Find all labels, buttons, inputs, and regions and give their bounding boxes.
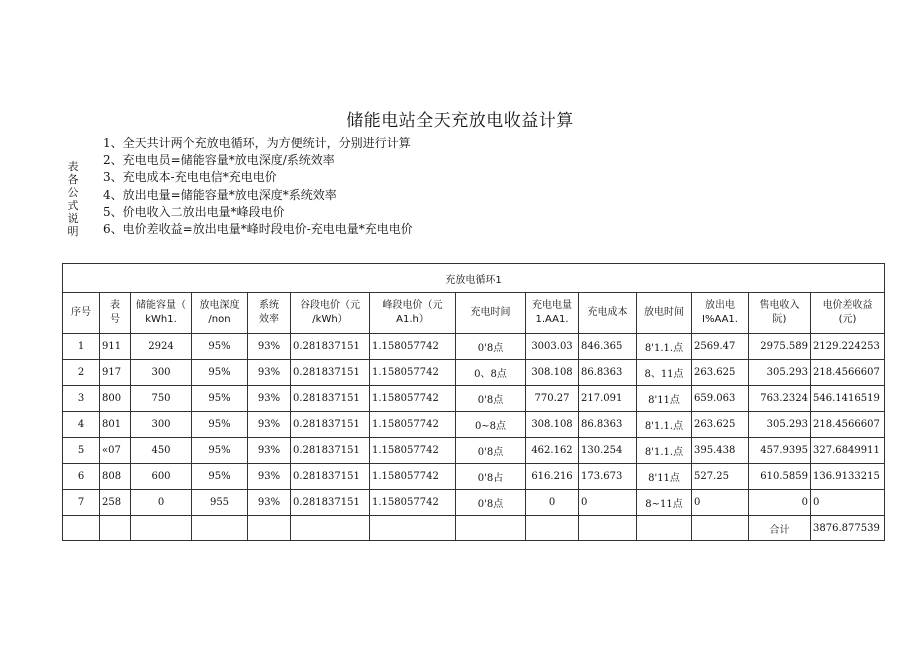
column-header-line: (元)	[838, 314, 857, 325]
table-cell: 305.293	[749, 360, 811, 386]
column-header-line: 1.AA1.	[535, 314, 569, 325]
table-cell: 0	[526, 490, 579, 516]
table-cell: 527.25	[692, 464, 749, 490]
table-total-row	[63, 516, 885, 541]
column-header-line: 号	[110, 314, 120, 325]
column-header-line: 效率	[259, 314, 279, 325]
table-cell: 7	[63, 490, 100, 516]
table-cell: 0、8点	[456, 360, 526, 386]
column-header-line: 放电深度	[199, 300, 240, 311]
table-cell: 0'8点	[456, 386, 526, 412]
table-cell: 95%	[192, 386, 248, 412]
table-cell: 258	[100, 490, 131, 516]
table-row	[63, 334, 885, 360]
table-cell: 801	[100, 412, 131, 438]
table-cell: 1.158057742	[370, 386, 456, 412]
column-header-line: A1.h）	[396, 314, 429, 325]
formula-item: 4、放出电量=储能容量*放电深度*系统效率	[103, 187, 337, 202]
table-cell: 0.281837151	[291, 360, 370, 386]
table-cell: 0.281837151	[291, 438, 370, 464]
table-cell-empty	[192, 516, 248, 541]
table-cell-empty	[291, 516, 370, 541]
table-cell: 130.254	[579, 438, 637, 464]
table-cell: 6	[63, 464, 100, 490]
column-header-line: 充电成本	[587, 307, 628, 318]
column-header-line: 表	[110, 300, 120, 311]
column-header-line: 峰段电价（元	[382, 300, 443, 311]
table-cell: 8、11点	[637, 360, 692, 386]
table-row	[63, 490, 885, 516]
table-row	[63, 438, 885, 464]
table-cell: 136.9133215	[811, 464, 885, 490]
table-cell: 93%	[248, 464, 291, 490]
table-cell: 0	[692, 490, 749, 516]
column-header	[579, 293, 637, 334]
table-cell: 3	[63, 386, 100, 412]
column-header	[192, 293, 248, 334]
table-cell: 5	[63, 438, 100, 464]
formula-item: 2、充电电员=储能容量*放电深度/系统效率	[103, 153, 335, 168]
table-cell: 0.281837151	[291, 334, 370, 360]
column-header-line: I%AA1.	[702, 314, 738, 325]
table-cell: 0.281837151	[291, 490, 370, 516]
table-row	[63, 360, 885, 386]
column-header-line: /non	[208, 314, 231, 325]
table-cell: 0.281837151	[291, 412, 370, 438]
formula-item: 3、充电成本-充电电信*充电电价	[103, 170, 277, 185]
table-cell: 395.438	[692, 438, 749, 464]
table-cell: 8'11点	[637, 464, 692, 490]
table-cell: 1.158057742	[370, 360, 456, 386]
column-header-line: 储能容量（	[136, 300, 186, 311]
table-cell: 911	[100, 334, 131, 360]
table-header-row	[63, 293, 885, 334]
table-cell: 263.625	[692, 360, 749, 386]
table-cell: 600	[131, 464, 192, 490]
column-header	[63, 293, 100, 334]
table-cell: 616.216	[526, 464, 579, 490]
table-cell: 93%	[248, 490, 291, 516]
table-cell: 327.6849911	[811, 438, 885, 464]
table-cell: 808	[100, 464, 131, 490]
table-cell: 0.281837151	[291, 386, 370, 412]
table-row	[63, 386, 885, 412]
column-header	[100, 293, 131, 334]
table-row	[63, 464, 885, 490]
table-cell: 95%	[192, 464, 248, 490]
table-cell: 800	[100, 386, 131, 412]
table-cell: 0	[749, 490, 811, 516]
table-cell: 93%	[248, 334, 291, 360]
table-cell-empty	[131, 516, 192, 541]
table-cell: 8'1.1.点	[637, 334, 692, 360]
table-cell: 462.162	[526, 438, 579, 464]
table-cell: 1.158057742	[370, 464, 456, 490]
column-header-line: 充电时间	[470, 307, 511, 318]
table-cell: 95%	[192, 412, 248, 438]
table-cell: 0.281837151	[291, 464, 370, 490]
table-cell: 86.8363	[579, 412, 637, 438]
table-cell: 750	[131, 386, 192, 412]
page-title: 储能电站全天充放电收益计算	[346, 111, 574, 131]
table-cell: 917	[100, 360, 131, 386]
table-cell: 3003.03	[526, 334, 579, 360]
table-cell: 93%	[248, 386, 291, 412]
table-cell: 610.5859	[749, 464, 811, 490]
table-cell: 0'8点	[456, 490, 526, 516]
formula-item: 1、全天共计两个充放电循环，为方便统计，分别进行计算	[103, 136, 411, 150]
column-header	[526, 293, 579, 334]
table-cell: 218.4566607	[811, 360, 885, 386]
charge-discharge-table	[62, 263, 885, 541]
table-row	[63, 412, 885, 438]
column-header-line: 放电时间	[644, 307, 684, 318]
table-cell: 300	[131, 412, 192, 438]
table-cell-empty	[579, 516, 637, 541]
table-cell: 308.108	[526, 412, 579, 438]
table-cell: 546.1416519	[811, 386, 885, 412]
column-header-line: kWh1.	[145, 314, 177, 325]
table-cell: 218.4566607	[811, 412, 885, 438]
table-cell: 1.158057742	[370, 334, 456, 360]
table-cell: 263.625	[692, 412, 749, 438]
column-header-line: 谷段电价（元	[300, 300, 360, 311]
table-cell: 0'8点	[456, 334, 526, 360]
table-cell: 86.8363	[579, 360, 637, 386]
table-cell: 217.091	[579, 386, 637, 412]
column-header-line: /kWh）	[312, 314, 348, 325]
table-cell: 0	[811, 490, 885, 516]
column-header	[291, 293, 370, 334]
column-header	[692, 293, 749, 334]
column-header	[811, 293, 885, 334]
table-cell: 0	[131, 490, 192, 516]
column-header-line: 放出电	[705, 300, 735, 311]
column-header-line: 售电收入	[759, 300, 800, 311]
total-value: 3876.877539	[811, 516, 885, 541]
column-header	[749, 293, 811, 334]
column-header-line: 阮)	[772, 314, 787, 325]
table-cell: 95%	[192, 334, 248, 360]
formula-list	[103, 135, 413, 238]
table-cell: 8'1.1.点	[637, 412, 692, 438]
table-cell: 8'11点	[637, 386, 692, 412]
table-cell-empty	[100, 516, 131, 541]
table-cell-empty	[248, 516, 291, 541]
formula-side-label: 表各公式说明	[67, 160, 79, 238]
table-cell: 1.158057742	[370, 438, 456, 464]
formula-item: 5、价电收入二放出电量*峰段电价	[103, 204, 285, 219]
column-header	[248, 293, 291, 334]
table-cell: 8'1.1.点	[637, 438, 692, 464]
table-cell: 659.063	[692, 386, 749, 412]
column-header	[131, 293, 192, 334]
table-cell: 2924	[131, 334, 192, 360]
table-cell: 4	[63, 412, 100, 438]
table-cell: 93%	[248, 412, 291, 438]
table-cell: 955	[192, 490, 248, 516]
table-cell: 93%	[248, 438, 291, 464]
table-cell: 846.365	[579, 334, 637, 360]
table-cell: 1.158057742	[370, 490, 456, 516]
table-cell: 763.2324	[749, 386, 811, 412]
table-cell: 300	[131, 360, 192, 386]
table-cell-empty	[63, 516, 100, 541]
column-header-line: 序号	[71, 307, 91, 318]
table-cell: 308.108	[526, 360, 579, 386]
table-cell: 95%	[192, 438, 248, 464]
table-cell: 0	[579, 490, 637, 516]
table-cell: 0~8点	[456, 412, 526, 438]
table-cell: 2569.47	[692, 334, 749, 360]
table-cell: 1	[63, 334, 100, 360]
total-label: 合计	[749, 516, 811, 541]
table-cell: 305.293	[749, 412, 811, 438]
table-cell-empty	[692, 516, 749, 541]
table-cell: 95%	[192, 360, 248, 386]
table-cell: 450	[131, 438, 192, 464]
table-cell: 2975.589	[749, 334, 811, 360]
column-header	[637, 293, 692, 334]
table-caption: 充放电循环1	[63, 264, 885, 293]
column-header	[370, 293, 456, 334]
table-cell: 770.27	[526, 386, 579, 412]
table-cell-empty	[456, 516, 526, 541]
table-cell: 2	[63, 360, 100, 386]
table-cell: 0'8点	[456, 438, 526, 464]
table-cell-empty	[526, 516, 579, 541]
column-header	[456, 293, 526, 334]
column-header-line: 电价差收益	[822, 300, 873, 311]
table-cell: 2129.224253	[811, 334, 885, 360]
column-header-line: 充电电量	[532, 300, 572, 311]
table-cell: «07	[100, 438, 131, 464]
table-cell: 173.673	[579, 464, 637, 490]
table-cell: 93%	[248, 360, 291, 386]
column-header-line: 系统	[259, 300, 279, 311]
formula-item: 6、电价差收益=放出电量*峰时段电价-充电电量*充电电价	[103, 221, 413, 236]
table-cell-empty	[637, 516, 692, 541]
table-cell: 1.158057742	[370, 412, 456, 438]
table-cell: 457.9395	[749, 438, 811, 464]
table-cell: 0'8占	[456, 464, 526, 490]
table-cell: 8~11点	[637, 490, 692, 516]
table-cell-empty	[370, 516, 456, 541]
